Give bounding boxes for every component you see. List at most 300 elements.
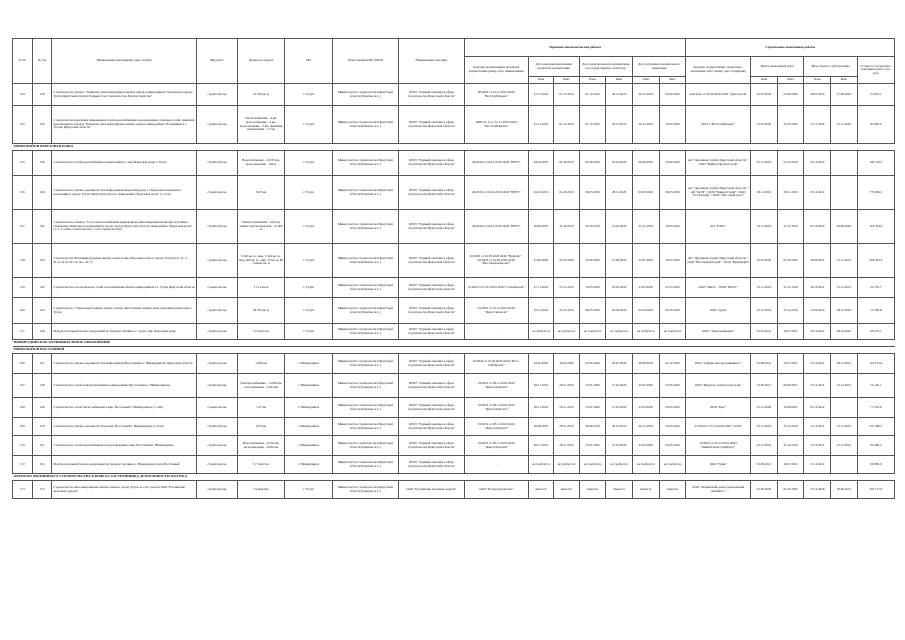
cell-commission-plan: 15.12.2020	[804, 481, 831, 499]
cell-commission-fact: 28.12.2020	[831, 298, 858, 324]
cell-design-fact: 28.11.2019	[554, 436, 579, 456]
cell-expert-submit-plan: 15.01.2020	[579, 374, 606, 398]
cell-expert-submit-plan: 01.12.2019	[579, 106, 606, 144]
cell-expert-submit-plan: 15.01.2020	[579, 398, 606, 418]
cell-build-start-plan: 25.11.2019	[751, 210, 778, 244]
cell-expert-receive-fact: 26.03.2020	[659, 176, 686, 210]
cell-expert-receive-plan: имеется	[632, 481, 659, 499]
cell-object-number: 142	[32, 210, 52, 244]
cell-capacity: Водоснабжение - 10,335 км, водоотведение - 196 м	[237, 151, 285, 176]
cell-commission-plan: 30.12.2021	[804, 278, 831, 298]
cell-expert-submit-plan: 15.01.2020	[579, 436, 606, 456]
cell-build-contract: ООО "Энергокомплекс"	[686, 324, 751, 340]
cell-object-name: Модуль котельной блочно-модульный на твердом топливе в г. Тулун, мкр. Березовая роща	[52, 324, 197, 340]
cell-commission-fact: 15.12.2021	[831, 436, 858, 456]
col-header-kind: Вид работ	[197, 39, 238, 84]
cell-design-plan: 04.10.2019	[528, 176, 553, 210]
cell-row-number: 158	[13, 244, 33, 278]
cell-build-start-fact: 19.07.2021	[777, 324, 804, 340]
cell-work-kind: строительство	[197, 481, 238, 499]
cell-design-contract: 04/2019 от 04.10.2019 ООО "НЕРТ"	[464, 210, 528, 244]
cell-build-contract: ООО "Сибирь-Ангарстройинвест"	[686, 354, 751, 374]
cell-build-start-plan: 01.05.2020	[751, 244, 778, 278]
cell-expert-submit-fact: 20.12.2019	[606, 106, 633, 144]
cell-responsible: Министерство строительства Иркутской области (Павлюк А.С.)	[332, 298, 398, 324]
cell-expert-submit-fact: 12.06.2020	[606, 244, 633, 278]
cell-municipality: г. Тулун	[285, 84, 333, 106]
cell-expert-submit-fact: не требуется	[606, 324, 633, 340]
cell-cost: 92 280,5	[857, 436, 894, 456]
cell-build-start-plan: 01.12.2020	[751, 398, 778, 418]
cell-work-kind: строительство	[197, 151, 238, 176]
cell-expert-submit-fact: 15.01.2020	[606, 398, 633, 418]
cell-expert-receive-fact: 25.05.2020	[659, 436, 686, 456]
col-header-expert-receive: Дата получения положительного заключения	[632, 57, 685, 77]
cell-municipality: г. Тулун	[285, 151, 333, 176]
cell-expert-receive-fact: 02.04.2020	[659, 298, 686, 324]
cell-commission-plan: 15.12.2021	[804, 418, 831, 436]
cell-commission-plan: 25.12.2022	[804, 151, 831, 176]
cell-cost: 118 764,6	[857, 210, 894, 244]
cell-build-start-fact: 25.11.2019	[777, 210, 804, 244]
cell-object-number: 139	[32, 106, 52, 144]
cell-municipality: г. Тулун	[285, 244, 333, 278]
cell-expert-receive-fact: имеется	[659, 481, 686, 499]
cell-work-kind: строительство	[197, 106, 238, 144]
cell-expert-submit-plan: имеется	[579, 481, 606, 499]
cell-design-fact: 14.10.2019	[554, 210, 579, 244]
col-header-fact: Факт	[606, 77, 633, 84]
cell-row-number: 155	[13, 151, 33, 176]
table-row	[13, 324, 895, 340]
cell-cost: 74 126,1	[857, 374, 894, 398]
cell-expert-submit-plan: 01.12.2019	[579, 84, 606, 106]
group-header-build: Строительно-монтажные работы	[686, 39, 895, 57]
cell-expert-submit-fact: 02.04.2020	[606, 298, 633, 324]
cell-row-number: 171	[13, 324, 33, 340]
cell-row-number: 168	[13, 398, 33, 418]
cell-design-plan: 01.06.2020	[528, 244, 553, 278]
cell-capacity: Электроснабжение - 24,6 км, линии электропередачи - 16 000 м	[237, 210, 285, 244]
cell-object-number: 148	[32, 374, 52, 398]
cell-row-number: 173	[13, 481, 33, 499]
section-row	[13, 474, 895, 481]
cell-build-start-plan: 01.05.2021	[751, 456, 778, 474]
cell-expert-receive-plan: 05.04.2020	[632, 298, 659, 324]
cell-work-kind: строительство	[197, 436, 238, 456]
cell-object-number: 152	[32, 456, 52, 474]
cell-municipality: г. Нижнеудинск	[285, 374, 333, 398]
cell-customer: ОГКУ "Единый заказчик в сфере строительства Иркутской области"	[398, 84, 464, 106]
cell-work-kind: строительство	[197, 298, 238, 324]
cell-design-plan: 25.12.2019	[528, 298, 553, 324]
col-header-fact: Факт	[777, 77, 804, 84]
cell-work-kind: строительство	[197, 418, 238, 436]
cell-build-start-plan: 25.12.2019	[751, 298, 778, 324]
col-header-design-date: Дата окончания выполнения проектной документации	[528, 57, 579, 77]
table-row	[13, 418, 895, 436]
cell-work-kind: строительство	[197, 398, 238, 418]
cell-commission-plan: 30.06.2021	[804, 244, 831, 278]
cell-build-start-fact: 01.05.2020	[777, 481, 804, 499]
report-sheet	[12, 38, 895, 499]
cell-build-contract: ООО "Абаканский домостроительный комбинат"	[686, 481, 751, 499]
cell-expert-receive-plan: 25.05.2020	[632, 436, 659, 456]
cell-row-number: 172	[13, 456, 33, 474]
cell-expert-submit-fact: 28.11.2020	[606, 176, 633, 210]
cell-municipality: г. Тулун	[285, 106, 333, 144]
cell-capacity: Электроснабжение - 13,804 км, газоснабжение - 3,263 км	[237, 374, 285, 398]
cell-commission-plan: 25.12.2022	[804, 324, 831, 340]
cell-expert-submit-plan: 28.03.2020	[579, 176, 606, 210]
cell-expert-receive-plan: не требуется	[632, 456, 659, 474]
cell-object-number: 153	[32, 481, 52, 499]
cell-build-contract: АО "Дорожная служба Иркутской области" / АО "АСМ" / ООО "БайкалСтрой" / ООО "СтальТрейд" / ООО "Мостовой трест"	[686, 176, 751, 210]
cell-capacity: Теплоснабжение - 4 км, водоснабжение - 4 км, водоотведение - 5 км, ливневая канализация - 1,5 км	[237, 106, 285, 144]
cell-design-contract: 19/2019 от 28.11.2019 ООО "ДомострПроект"	[464, 418, 528, 436]
cell-build-start-plan: 21.05.2020	[751, 106, 778, 144]
cell-work-kind: строительство	[197, 244, 238, 278]
table-row	[13, 151, 895, 176]
cell-object-number: 147	[32, 354, 52, 374]
cell-object-name: Строительство объекта "Сеть электроснабжения микрорайона многоквартирной жилой застройки с объектами социального назначения в городе Тулун, Иркутская область, микрорайон "Березовая роща" (1, 2, 3 этапы строительства 1 этап строительства)"	[52, 210, 197, 244]
cell-commission-plan: 15.11.2020	[804, 106, 831, 144]
col-header-commission: Ввод объекта в эксплуатацию	[804, 57, 857, 77]
cell-expert-submit-plan: 06.03.2020	[579, 298, 606, 324]
cell-design-fact: не требуется	[554, 456, 579, 474]
table-row	[13, 298, 895, 324]
col-header-build-start: Начало выполнения работ	[751, 57, 804, 77]
cell-responsible: Министерство строительства Иркутской области (Павлюк А.С.)	[332, 84, 398, 106]
section-label: МИКРОРАЙОН ВОСТОЧНЫЙ	[13, 347, 895, 354]
cell-expert-submit-plan: 30.09.2019	[579, 418, 606, 436]
cell-responsible: Министерство строительства Иркутской области (Павлюк А.С.)	[332, 456, 398, 474]
table-row	[13, 374, 895, 398]
cell-municipality: г. Нижнеудинск	[285, 354, 333, 374]
cell-design-contract: -	[464, 324, 528, 340]
cell-design-contract: 04/2019 от 04.10.2019 ООО "НЕРТ"	[464, 176, 528, 210]
cell-expert-receive-fact: 16.07.2020	[659, 244, 686, 278]
col-header-name: Наименование мероприятия, адрес объекта	[52, 39, 197, 84]
cell-commission-plan: 15.12.2021	[804, 374, 831, 398]
col-header-plan: План	[579, 77, 606, 84]
cell-customer: ОГКУ "Единый заказчик в сфере строительства Иркутской области"	[398, 106, 464, 144]
cell-build-contract: АО "Дорожная служба Иркутской области" / ООО "ВостокДомСтрой" / ООО "ИркПрофи"	[686, 244, 751, 278]
cell-design-plan: 01.11.2019	[528, 106, 553, 144]
cell-object-number: 149	[32, 398, 52, 418]
cell-design-fact: не требуется	[554, 324, 579, 340]
table-row	[13, 436, 895, 456]
cell-build-contract: ООО "Брег"	[686, 398, 751, 418]
cell-municipality: г. Нижнеудинск	[285, 398, 333, 418]
col-header-plan: План	[804, 77, 831, 84]
cell-design-plan: 04.10.2019	[528, 151, 553, 176]
cell-municipality: г. Тулун	[285, 278, 333, 298]
cell-responsible: Министерство строительства Иркутской области (Павлюк А.С.)	[332, 481, 398, 499]
cell-build-start-plan: 25.12.2019	[751, 436, 778, 456]
cell-cost: 83 685,4	[857, 106, 894, 144]
cell-customer: ОГКУ "Единый заказчик в сфере строительства Иркутской области"	[398, 298, 464, 324]
cell-object-name: Модуль котельной блочно-модульный на твердом топливе в г. Нижнеудинск, мкр Восточный	[52, 456, 197, 474]
cell-build-contract: АО "РЭКС"	[686, 210, 751, 244]
cell-object-number: 146	[32, 324, 52, 340]
cell-expert-receive-fact: 25.05.2020	[659, 398, 686, 418]
cell-build-start-fact: 03.12.2019	[777, 151, 804, 176]
table-row	[13, 278, 895, 298]
col-header-fact: Факт	[554, 77, 579, 84]
cell-commission-fact	[831, 176, 858, 210]
cell-build-start-fact: 25.12.2019	[777, 436, 804, 456]
col-header-fact: Факт	[659, 77, 686, 84]
cell-expert-receive-fact: 25.05.2020	[659, 374, 686, 398]
cell-work-kind: строительство	[197, 324, 238, 340]
cell-capacity: 171,4 км м	[237, 278, 285, 298]
cell-customer: ОГКУ "Единый заказчик в сфере строительства Иркутской области"	[398, 456, 464, 474]
col-header-n-obj: № объ	[32, 39, 52, 84]
cell-commission-fact: 28.12.2021	[831, 354, 858, 374]
cell-design-plan: не требуется	[528, 324, 553, 340]
cell-expert-submit-fact: имеется	[606, 481, 633, 499]
cell-build-start-plan: 01.05.2020	[751, 481, 778, 499]
cell-responsible: Министерство строительства Иркутской области (Павлюк А.С.)	[332, 106, 398, 144]
cell-expert-receive-plan: не требуется	[632, 324, 659, 340]
cell-commission-plan: 13.06.2020	[804, 298, 831, 324]
cell-capacity: 8,47 км	[237, 176, 285, 210]
cell-municipality: г. Тулун	[285, 176, 333, 210]
cell-design-contract: 19/2019 от 28.11.2019 ООО "ДомострПроект"	[464, 374, 528, 398]
cell-build-start-fact: 25.11.2019	[777, 278, 804, 298]
table-row	[13, 106, 895, 144]
col-header-plan: План	[632, 77, 659, 84]
cell-work-kind: строительство	[197, 374, 238, 398]
group-header-design: Проектно-изыскательские работы	[464, 39, 685, 57]
cell-cost: 99 890,0	[857, 456, 894, 474]
cell-build-start-fact: 28.11.2019	[777, 176, 804, 210]
cell-expert-submit-fact: 30.10.2019	[606, 418, 633, 436]
cell-expert-submit-fact: 03.07.2020	[606, 354, 633, 374]
table-row	[13, 210, 895, 244]
cell-commission-fact: 08.10.2022	[831, 324, 858, 340]
cell-work-kind: строительство	[197, 84, 238, 106]
cell-expert-submit-fact: 15.01.2020	[606, 374, 633, 398]
cell-build-contract: ОП 01 "ВостСибПроект"	[686, 106, 751, 144]
cell-object-name: Строительство улично-дорожной сети микрорайона Березовая роща с объектами социального назначения в городе Тулун, Иркутская область, микрорайон "Березовая роща" (1 этап)	[52, 176, 197, 210]
cell-design-contract: 19/2019 от 28.11.2019 ООО "ДомострПроект"	[464, 398, 528, 418]
cell-capacity: 10 336 кв. м	[237, 84, 285, 106]
col-header-plan: План	[751, 77, 778, 84]
cell-commission-fact: 15.12.2021	[831, 418, 858, 436]
cell-work-kind: строительство	[197, 176, 238, 210]
cell-capacity: 73 квартир	[237, 481, 285, 499]
cell-expert-receive-plan: 25.03.2020	[632, 374, 659, 398]
cell-design-contract: 04/2019 от 04.10.2019 ООО "НЕРТ"	[464, 151, 528, 176]
cell-build-start-fact: 03.06.2020	[777, 84, 804, 106]
cell-expert-receive-fact: 10.03.2020	[659, 210, 686, 244]
cell-cost: 119 125,6	[857, 354, 894, 374]
col-header-customer: Наименование заказчика	[398, 39, 464, 84]
cell-design-contract: 12/2019 от 01.01.2019 ООО "СпецПроект"	[464, 278, 528, 298]
cell-design-contract: ОКП 01/11 от 01.11.2019 ООО "ВостСибПроект"	[464, 106, 528, 144]
cell-expert-submit-fact: 14.02.2020	[606, 210, 633, 244]
cell-design-contract: 25/2019 от 25.12.2019 ООО "Иркутскпроект"	[464, 298, 528, 324]
cell-object-number: 145	[32, 298, 52, 324]
cell-design-plan: 03.05.2020	[528, 354, 553, 374]
col-header-plan: План	[528, 77, 553, 84]
cell-build-start-plan: 01.05.2020	[751, 84, 778, 106]
cell-object-number: 143	[32, 244, 52, 278]
cell-commission-fact: 21.12.2021	[831, 244, 858, 278]
cell-responsible: Министерство строительства Иркутской области (Павлюк А.С.)	[332, 354, 398, 374]
cell-municipality: г. Нижнеудинск	[285, 418, 333, 436]
table-row	[13, 456, 895, 474]
cell-build-start-fact: 23.07.2021	[777, 354, 804, 374]
cell-cost: 196 143,3	[857, 151, 894, 176]
cell-expert-receive-fact: не требуется	[659, 324, 686, 340]
cell-cost: 99 270,1	[857, 324, 894, 340]
cell-expert-submit-fact: не требуется	[606, 456, 633, 474]
section-label: МИКРОРАЙОН БЕРЕЗОВАЯ РОЩА	[13, 144, 895, 151]
cell-commission-fact	[831, 151, 858, 176]
cell-work-kind: строительство	[197, 456, 238, 474]
cell-build-contract: контракт от 03.06.2020 ООО "Домострой"	[686, 84, 751, 106]
cell-row-number: 160	[13, 298, 33, 324]
cell-expert-receive-plan: 20.12.2019	[632, 84, 659, 106]
cell-object-number: 150	[32, 418, 52, 436]
cell-design-fact: 28.11.2019	[554, 374, 579, 398]
cell-object-name: Строительство сетей водоснабжения в микрорайоне г. мкр Березовая роща г. Тулун	[52, 151, 197, 176]
cell-municipality: г. Тулун	[285, 210, 333, 244]
cell-design-fact: 25.12.2019	[554, 298, 579, 324]
cell-commission-plan: 20.07.2020	[804, 84, 831, 106]
cell-design-fact: имеется	[554, 481, 579, 499]
col-header-expert-submit: Дата сдачи проектной документации на государственную экспертизу	[579, 57, 632, 77]
header-row-groups	[13, 39, 895, 57]
cell-commission-fact: 31.12.2020	[831, 106, 858, 144]
cell-responsible: Министерство строительства Иркутской области (Павлюк А.С.)	[332, 436, 398, 456]
cell-build-contract: 27/2019 от 25.12.2019 ООО "АСМ"	[686, 418, 751, 436]
table-row	[13, 244, 895, 278]
section-row	[13, 340, 895, 347]
cell-design-plan: имеется	[528, 481, 553, 499]
cell-design-contract: 02/2020 от 22.05.2020 ООО "НовСиб" / 02/2020 от 19.06.2020 ООО "Востокпромпроект"	[464, 244, 528, 278]
cell-build-start-fact: 25.12.2019	[777, 418, 804, 436]
cell-design-plan: 28.11.2019	[528, 374, 553, 398]
cell-build-contract: ООО "Грин"	[686, 456, 751, 474]
col-header-fact: Факт	[831, 77, 858, 84]
cell-commission-fact	[831, 398, 858, 418]
cell-object-name: Строительство сетей водоснабжения и водоотведения в мкр. Восточный г. Нижнеудинск	[52, 436, 197, 456]
cell-customer: ОГКУ "Единый заказчик в сфере строительства Иркутской области"	[398, 354, 464, 374]
cell-build-start-fact: 09.09.2021	[777, 374, 804, 398]
table-row	[13, 354, 895, 374]
cell-cost: 205 171,6	[857, 481, 894, 499]
cell-commission-plan: 15.12.2021	[804, 436, 831, 456]
cell-expert-receive-plan: 22.07.2020	[632, 244, 659, 278]
cell-design-contract: 01/2020 от 19.05.2020 ООО "Вост-СибПроект"	[464, 354, 528, 374]
cell-municipality: г. Нижнеудинск	[285, 456, 333, 474]
cell-commission-plan: 01.10.2020	[804, 210, 831, 244]
table-row	[13, 84, 895, 106]
cell-customer: ОАО "Российские железные дороги"	[398, 481, 464, 499]
cell-municipality: г. Тулун	[285, 298, 333, 324]
cell-expert-receive-plan: 28.08.2020	[632, 354, 659, 374]
cell-responsible: Министерство строительства Иркутской области (Павлюк А.С.)	[332, 324, 398, 340]
section-label: ОБЪЕКТЫ ЖИЛИЩНОГО СТРОИТЕЛЬСТВА В РАМКАХ ЗАСТРОЙЩИКА ДЕЯТЕЛЬНОСТИ ОАО РЖД	[13, 474, 895, 481]
cell-design-plan: 27.11.2019	[528, 278, 553, 298]
cell-cost: 13 206,8	[857, 298, 894, 324]
cell-expert-receive-plan: 06.06.2020	[632, 151, 659, 176]
cell-row-number: 159	[13, 278, 33, 298]
cell-expert-submit-plan: не требуется	[579, 324, 606, 340]
cell-commission-fact: 29.06.2021	[831, 481, 858, 499]
cell-build-start-plan: 01.05.2021	[751, 324, 778, 340]
cell-row-number: 164	[13, 84, 33, 106]
cell-design-fact: 22.05.2020	[554, 244, 579, 278]
cell-build-start-plan: 29.11.2019	[751, 176, 778, 210]
cell-customer: ОГКУ "Единый заказчик в сфере строительства Иркутской области"	[398, 210, 464, 244]
cell-expert-receive-fact: 22.09.2020	[659, 151, 686, 176]
cell-responsible: Министерство строительства Иркутской области (Павлюк А.С.)	[332, 278, 398, 298]
cell-expert-receive-fact: не требуется	[659, 456, 686, 474]
cell-capacity: 7,47 км	[237, 398, 285, 418]
cell-customer: ОГКУ "Единый заказчик в сфере строительства Иркутской области"	[398, 398, 464, 418]
cell-row-number: 166	[13, 354, 33, 374]
table-row	[13, 481, 895, 499]
cell-object-number: 144	[32, 278, 52, 298]
cell-customer: ОГКУ "Единый заказчик в сфере строительства Иркутской области"	[398, 151, 464, 176]
cell-commission-fact: 10.12.2021	[831, 374, 858, 398]
cell-responsible: Министерство строительства Иркутской области (Павлюк А.С.)	[332, 418, 398, 436]
cell-design-fact: 28.11.2019	[554, 418, 579, 436]
cell-cost: 23 691,1	[857, 84, 894, 106]
cell-build-start-fact: 16.08.2021	[777, 398, 804, 418]
col-header-contract-design: Контракт на выполнение проектной документации (номер, дата, наименование)	[464, 57, 528, 84]
cell-design-fact: 25.11.2019	[554, 278, 579, 298]
cell-work-kind: строительство	[197, 210, 238, 244]
cell-build-contract: ООО "Иркутск-электросетьстрой"	[686, 374, 751, 398]
cell-design-contract: 08.2020 от 01.11.2019 ООО "ВостСибПроект"	[464, 84, 528, 106]
cell-capacity: Водоснабжение - 6,552 км, водоотведение - 4,450 км	[237, 436, 285, 456]
cell-object-name: Строительство улично-дорожной сети в мкр. Восточный г. Нижнеудинск (1 этап)	[52, 418, 197, 436]
cell-cost: 24 781,7	[857, 278, 894, 298]
cell-work-kind: строительство	[197, 354, 238, 374]
cell-design-contract: -	[464, 456, 528, 474]
cell-object-number: 151	[32, 436, 52, 456]
section-row	[13, 347, 895, 354]
cell-cost: 408 453,3	[857, 244, 894, 278]
cell-build-contract: ООО "Ауди"	[686, 298, 751, 324]
cell-design-plan: не требуется	[528, 456, 553, 474]
cell-capacity: 1,284 км	[237, 354, 285, 374]
cell-customer: ОГКУ "Единый заказчик в сфере строительства Иркутской области"	[398, 374, 464, 398]
cell-commission-fact	[831, 456, 858, 474]
cell-responsible: Министерство строительства Иркутской области (Павлюк А.С.)	[332, 398, 398, 418]
section-row	[13, 144, 895, 151]
cell-build-start-fact: 01.05.2020	[777, 244, 804, 278]
cell-municipality: г. Нижнеудинск	[285, 436, 333, 456]
cell-customer: ОГКУ "Единый заказчик в сфере строительства Иркутской области"	[398, 278, 464, 298]
cell-capacity: 8,15 км	[237, 418, 285, 436]
cell-expert-receive-plan: 03.03.2020	[632, 176, 659, 210]
cell-customer: ОГКУ "Единый заказчик в сфере строительства Иркутской области"	[398, 436, 464, 456]
cell-expert-receive-fact: 19.05.2020	[659, 106, 686, 144]
cell-design-fact: 01.11.2019	[554, 106, 579, 144]
cell-responsible: Министерство строительства Иркутской области (Павлюк А.С.)	[332, 210, 398, 244]
cell-build-contract: 34/2019 от 25.12.2019 ООО "БайкалСпецСтройТрест"	[686, 436, 751, 456]
cell-row-number: 157	[13, 210, 33, 244]
cell-object-name: Строительство многоквартирных жилых домов в городе Тулун за счет средств ОАО "Российские железные дороги"	[52, 481, 197, 499]
cell-expert-submit-plan: 29.10.2019	[579, 210, 606, 244]
